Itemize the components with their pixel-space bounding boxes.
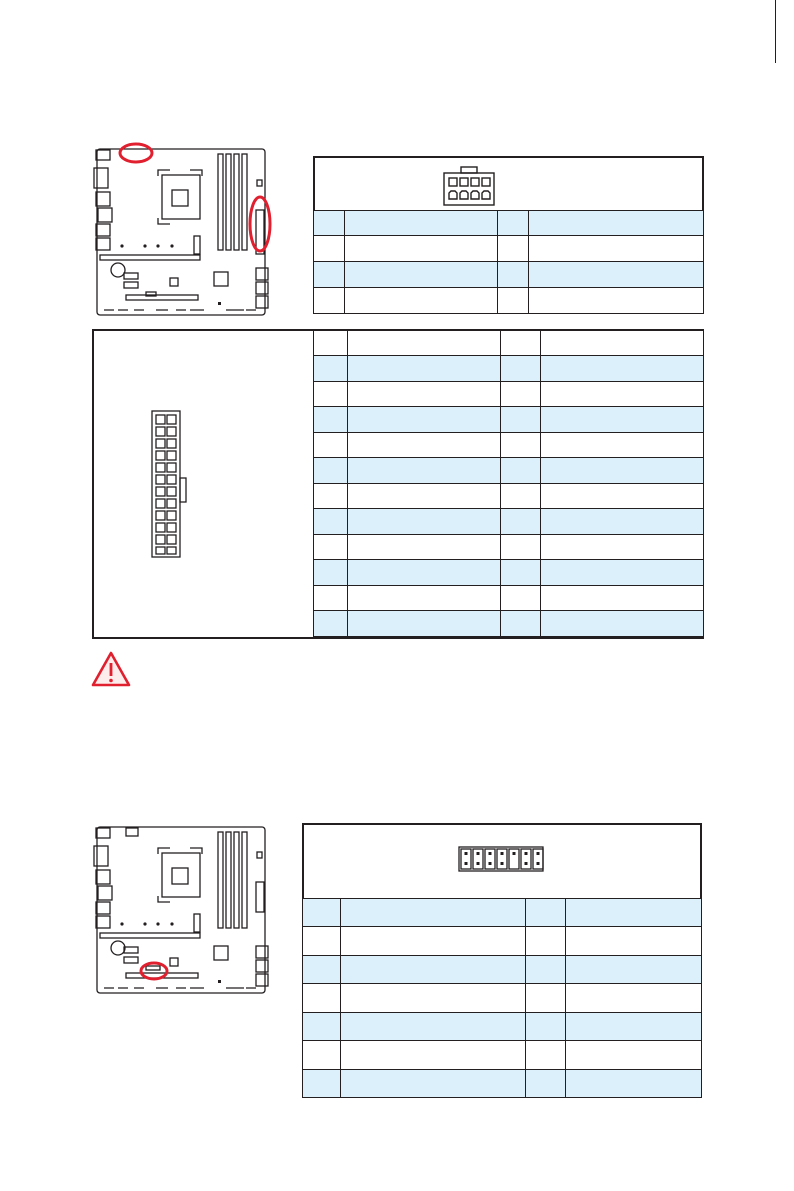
signal-cell: [348, 433, 501, 458]
pin-cell: [501, 509, 541, 535]
cpu-power-pin-table: [313, 210, 704, 314]
pin-cell: [303, 899, 341, 927]
signal-cell: [348, 484, 501, 509]
pin-cell: [501, 611, 541, 637]
signal-cell: [566, 956, 702, 984]
signal-cell: [341, 984, 526, 1013]
signal-cell: [541, 611, 704, 637]
pin-cell: [314, 535, 348, 560]
pin-cell: [314, 407, 348, 433]
signal-cell: [541, 586, 704, 611]
pin-cell: [303, 1070, 341, 1098]
pin-cell: [526, 1013, 566, 1041]
pin-header-pin-table: [302, 898, 702, 1098]
signal-cell: [348, 407, 501, 433]
signal-cell: [541, 484, 704, 509]
pin-cell: [314, 236, 345, 262]
signal-cell: [529, 262, 704, 288]
signal-cell: [541, 560, 704, 586]
pin-header-table-frame: [302, 823, 702, 1097]
pin-cell: [501, 382, 541, 407]
pin-cell: [303, 1041, 341, 1070]
cpu-power-marker: [120, 144, 152, 162]
pin-cell: [526, 984, 566, 1013]
pin-cell: [314, 586, 348, 611]
signal-cell: [541, 509, 704, 535]
signal-cell: [566, 1013, 702, 1041]
signal-cell: [345, 288, 498, 314]
signal-cell: [341, 927, 526, 956]
pin-cell: [498, 236, 529, 262]
signal-cell: [348, 382, 501, 407]
pin-cell: [314, 509, 348, 535]
pin-cell: [501, 433, 541, 458]
signal-cell: [541, 407, 704, 433]
motherboard-diagram-top: [90, 140, 272, 320]
pin-cell: [303, 984, 341, 1013]
signal-cell: [345, 236, 498, 262]
pin-cell: [314, 356, 348, 382]
pin-cell: [314, 611, 348, 637]
pin-cell: [501, 484, 541, 509]
pin-cell: [498, 288, 529, 314]
signal-cell: [348, 586, 501, 611]
pin-cell: [526, 927, 566, 956]
signal-cell: [348, 611, 501, 637]
pin-cell: [303, 1013, 341, 1041]
signal-cell: [541, 535, 704, 560]
pin-cell: [314, 433, 348, 458]
pin-cell: [303, 956, 341, 984]
motherboard-diagram-bottom: [90, 818, 272, 998]
atx-24pin-connector-icon: [150, 410, 190, 560]
pin-cell: [303, 927, 341, 956]
cpu-power-table-frame: [313, 156, 704, 313]
signal-cell: [541, 356, 704, 382]
signal-cell: [348, 509, 501, 535]
pin-header-2x7-icon: [457, 845, 547, 873]
signal-cell: [348, 458, 501, 484]
signal-cell: [566, 927, 702, 956]
warning-triangle-icon: [90, 650, 132, 688]
pin-cell: [501, 407, 541, 433]
pin-cell: [498, 211, 529, 236]
pin-cell: [501, 356, 541, 382]
signal-cell: [348, 560, 501, 586]
pin-cell: [314, 262, 345, 288]
page-crop-mark: [775, 0, 776, 63]
signal-cell: [341, 1013, 526, 1041]
signal-cell: [348, 535, 501, 560]
signal-cell: [541, 433, 704, 458]
signal-cell: [529, 288, 704, 314]
pin-cell: [526, 956, 566, 984]
signal-cell: [348, 356, 501, 382]
signal-cell: [341, 956, 526, 984]
signal-cell: [541, 382, 704, 407]
signal-cell: [341, 899, 526, 927]
pin-cell: [498, 262, 529, 288]
atx-8pin-connector-icon: [441, 166, 497, 208]
atx-power-pin-table: [313, 330, 704, 637]
pin-cell: [501, 560, 541, 586]
pin-cell: [526, 1070, 566, 1098]
signal-cell: [341, 1070, 526, 1098]
pin-cell: [314, 331, 348, 356]
signal-cell: [529, 236, 704, 262]
signal-cell: [566, 1041, 702, 1070]
pin-cell: [501, 586, 541, 611]
pin-cell: [314, 560, 348, 586]
signal-cell: [566, 1070, 702, 1098]
pin-cell: [314, 382, 348, 407]
pin-cell: [501, 331, 541, 356]
atx-power-table-frame: [92, 329, 704, 639]
pin-cell: [314, 484, 348, 509]
signal-cell: [345, 211, 498, 236]
pin-cell: [526, 899, 566, 927]
signal-cell: [341, 1041, 526, 1070]
signal-cell: [529, 211, 704, 236]
signal-cell: [348, 331, 501, 356]
atx-power-marker: [250, 197, 270, 251]
signal-cell: [566, 899, 702, 927]
signal-cell: [566, 984, 702, 1013]
signal-cell: [541, 458, 704, 484]
pin-cell: [314, 288, 345, 314]
signal-cell: [541, 331, 704, 356]
pin-cell: [501, 458, 541, 484]
pin-cell: [314, 211, 345, 236]
pin-cell: [501, 535, 541, 560]
pin-cell: [314, 458, 348, 484]
pin-cell: [526, 1041, 566, 1070]
signal-cell: [345, 262, 498, 288]
